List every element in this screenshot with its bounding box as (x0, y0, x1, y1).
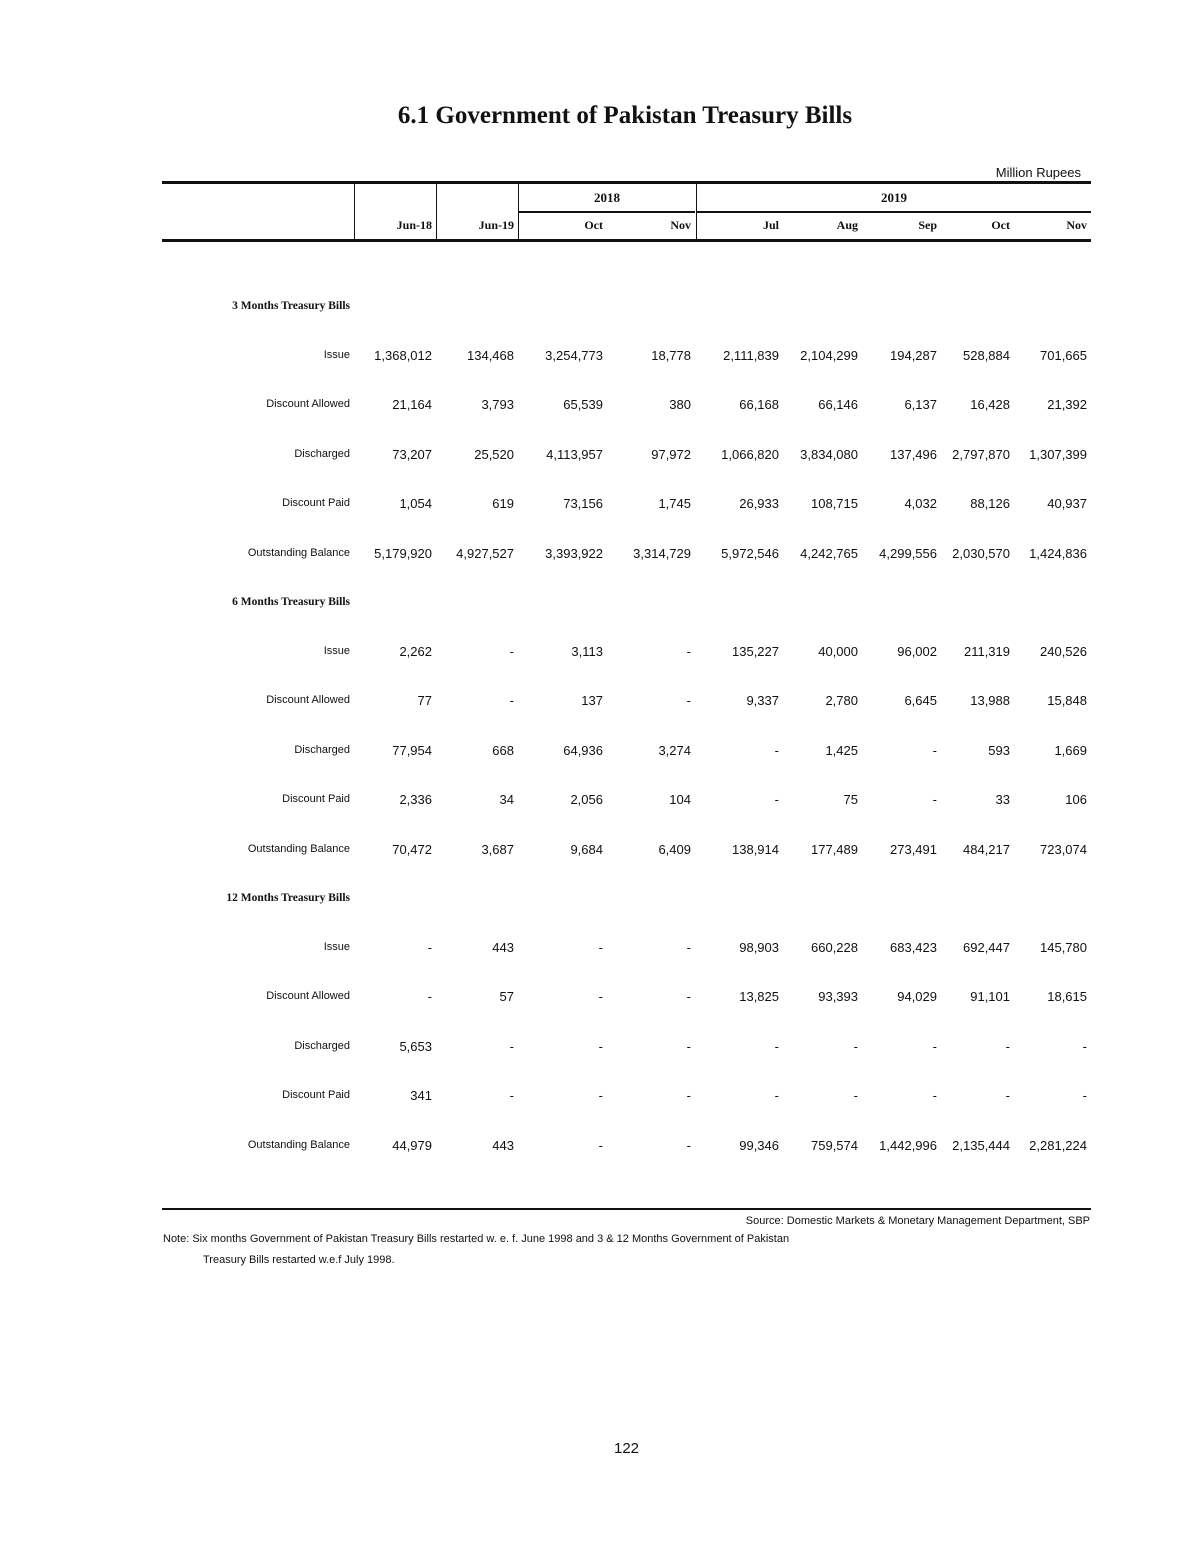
table-cell: - (427, 989, 432, 1005)
row-label: Discharged (294, 1039, 350, 1052)
table-cell: - (598, 989, 603, 1005)
table-cell: - (686, 1137, 691, 1153)
table-cell: 88,126 (970, 496, 1010, 512)
table-cell: 96,002 (897, 644, 937, 659)
table-cell: - (509, 1088, 514, 1104)
row-label: Issue (323, 349, 350, 361)
table-cell: - (853, 1038, 858, 1054)
table-cell: 138,914 (732, 841, 779, 857)
table-cell: 75 (843, 792, 858, 808)
table-cell: 1,307,399 (1029, 446, 1087, 462)
year-2018-header: 2018 (594, 190, 620, 205)
section-title: 3 Months Treasury Bills (232, 300, 350, 312)
table-cell: - (774, 742, 779, 758)
table-cell: - (686, 989, 691, 1005)
table-cell: - (598, 1038, 603, 1054)
table-cell: 1,745 (658, 496, 691, 512)
table-cell: 2,797,870 (952, 446, 1010, 462)
table-cell: 3,274 (658, 742, 691, 758)
table-cell: 6,409 (658, 841, 691, 857)
table-cell: - (932, 742, 937, 758)
row-label: Outstanding Balance (247, 842, 350, 855)
table-cell: 16,428 (970, 397, 1010, 413)
section-title: 6 Months Treasury Bills (232, 596, 350, 608)
year-2019-header: 2019 (881, 190, 907, 205)
source-note: Source: Domestic Markets & Monetary Management Department, SBP (745, 1215, 1090, 1227)
row-label: Discharged (294, 743, 350, 756)
table-cell: - (932, 1038, 937, 1054)
table-cell: - (598, 1088, 603, 1104)
table-cell: 5,972,546 (721, 545, 779, 561)
table-cell: 98,903 (739, 940, 779, 955)
table-cell: 3,793 (481, 397, 514, 413)
year-2018-underline (519, 211, 695, 213)
table-cell: 380 (669, 397, 691, 413)
table-cell: 77 (417, 693, 432, 709)
table-cell: 683,423 (890, 940, 937, 955)
table-cell: 3,254,773 (545, 348, 603, 363)
table-cell: 660,228 (811, 940, 858, 955)
unit-label: Million Rupees (995, 165, 1081, 180)
table-cell: 64,936 (563, 742, 603, 758)
footnote (163, 1229, 789, 1271)
footnote-line-2: Treasury Bills restarted w.e.f July 1998. (203, 1254, 395, 1266)
table-cell: 77,954 (392, 742, 432, 758)
table-cell: 2,262 (399, 644, 432, 659)
table-cell: 3,834,080 (800, 446, 858, 462)
table-cell: 21,392 (1047, 397, 1087, 413)
table-cell: 2,336 (399, 792, 432, 808)
table-cell: - (598, 940, 603, 955)
table-cell: 619 (492, 496, 514, 512)
footnote-line-1: Note: Six months Government of Pakistan Treasury Bills restarted w. e. f. June 1998 and 3 & 12 Months Government of Pakistan (163, 1233, 790, 1245)
table-cell: 5,179,920 (374, 545, 432, 561)
month-header: Sep (918, 218, 937, 232)
table-cell: 73,207 (392, 446, 432, 462)
month-header: Aug (836, 218, 858, 232)
table-cell: 2,135,444 (952, 1137, 1010, 1153)
table-cell: - (509, 693, 514, 709)
table-cell: 3,393,922 (545, 545, 603, 561)
month-header: Oct (584, 218, 603, 232)
table-cell: 134,468 (467, 348, 514, 363)
table-cell: 4,113,957 (546, 446, 603, 462)
table-cell: 3,113 (571, 644, 603, 659)
table-cell: 2,104,299 (800, 348, 858, 363)
table-cell: 1,669 (1054, 742, 1087, 758)
table-cell: - (686, 1088, 691, 1104)
table-cell: 137 (581, 693, 603, 709)
table-cell: 70,472 (392, 841, 432, 857)
row-label: Discount Paid (282, 793, 350, 806)
table-cell: 40,937 (1047, 496, 1087, 512)
table-cell: 2,111,839 (723, 348, 779, 363)
table-cell: 341 (410, 1088, 432, 1104)
table-cell: 21,164 (392, 397, 432, 413)
table-cell: 94,029 (897, 989, 937, 1005)
row-label: Discount Allowed (266, 694, 350, 707)
table-cell: 1,425 (825, 742, 858, 758)
table-cell: 1,054 (399, 496, 432, 512)
table-cell: 4,032 (904, 496, 937, 512)
table-cell: - (686, 940, 691, 955)
table-cell: 65,539 (563, 397, 603, 413)
table-cell: 108,715 (811, 496, 858, 512)
table-cell: - (932, 792, 937, 808)
table-cell: 1,368,012 (374, 348, 432, 363)
table-cell: 2,056 (570, 792, 603, 808)
table-cell: - (427, 940, 432, 955)
row-label: Discharged (294, 447, 350, 460)
table-cell: 26,933 (739, 496, 779, 512)
month-header: Jun-19 (478, 218, 514, 232)
table-cell: 145,780 (1040, 940, 1087, 955)
table-cell: 593 (988, 742, 1010, 758)
table-cell: 692,447 (963, 940, 1010, 955)
table-cell: - (1005, 1088, 1010, 1104)
table-cell: 2,030,570 (952, 545, 1010, 561)
table-cell: - (686, 1038, 691, 1054)
table-cell: 99,346 (739, 1137, 779, 1153)
table-cell: - (509, 1038, 514, 1054)
table-cell: - (1005, 1038, 1010, 1054)
table-cell: - (774, 792, 779, 808)
table-cell: - (1082, 1038, 1087, 1054)
table-cell: 9,684 (570, 841, 603, 857)
month-header: Jul (762, 218, 779, 232)
row-label: Outstanding Balance (247, 1138, 350, 1151)
table-cell: 3,687 (481, 841, 514, 857)
table-cell: 33 (995, 792, 1010, 808)
table-cell: 18,615 (1047, 989, 1087, 1005)
table-cell: 528,884 (963, 348, 1010, 363)
table-cell: - (598, 1137, 603, 1153)
month-header: Jun-18 (396, 218, 432, 232)
table-cell: 135,227 (732, 644, 779, 659)
table-cell: 6,645 (904, 693, 937, 709)
table-cell: 6,137 (904, 397, 937, 413)
table-cell: 5,653 (399, 1038, 432, 1054)
table-cell: 484,217 (963, 841, 1010, 857)
month-header: Nov (670, 218, 691, 232)
table-cell: 240,526 (1040, 644, 1087, 659)
section-title: 12 Months Treasury Bills (226, 892, 350, 904)
table-cell: 4,299,556 (879, 545, 937, 561)
table-cell: 4,927,527 (456, 545, 514, 561)
row-label: Discount Paid (282, 1089, 350, 1102)
table-cell: - (686, 644, 691, 659)
table-cell: 93,393 (818, 989, 858, 1005)
table-cell: 66,146 (818, 397, 858, 413)
row-label: Outstanding Balance (247, 546, 350, 559)
page-title: 6.1 Government of Pakistan Treasury Bills (397, 102, 853, 129)
table-cell: 443 (492, 940, 514, 955)
row-label: Discount Allowed (266, 398, 350, 411)
table-cell: 91,101 (970, 989, 1010, 1005)
table-cell: - (774, 1088, 779, 1104)
table-cell: 1,424,836 (1029, 545, 1087, 561)
table-cell: 104 (669, 792, 691, 808)
table-cell: 1,442,996 (879, 1137, 937, 1153)
table-cell: 9,337 (746, 693, 779, 709)
month-header: Oct (991, 218, 1010, 232)
row-label: Issue (323, 941, 350, 953)
table-cell: 73,156 (563, 496, 603, 512)
table-cell: 40,000 (818, 644, 858, 659)
table-cell: 137,496 (890, 446, 937, 462)
table-cell: 25,520 (474, 446, 514, 462)
table-cell: 194,287 (890, 348, 937, 363)
table-cell: - (1082, 1088, 1087, 1104)
table-cell: 15,848 (1047, 693, 1087, 709)
table-cell: - (774, 1038, 779, 1054)
row-label: Issue (323, 645, 350, 657)
table-cell: 4,242,765 (800, 545, 858, 561)
table-cell: 34 (499, 792, 514, 808)
table-cell: - (853, 1088, 858, 1104)
footer-rule (162, 1208, 1091, 1210)
table-cell: 2,281,224 (1029, 1137, 1087, 1153)
table-cell: 106 (1065, 792, 1087, 808)
table-cell: 1,066,820 (721, 446, 779, 462)
table-cell: 57 (499, 989, 514, 1005)
year-2019-underline (697, 211, 1091, 213)
table-cell: 668 (492, 742, 514, 758)
table-cell: 177,489 (811, 841, 858, 857)
table-cell: 3,314,729 (633, 545, 691, 561)
table-cell: 2,780 (825, 693, 858, 709)
row-label: Discount Paid (282, 497, 350, 510)
header-top-rule (162, 181, 1091, 184)
table-cell: 44,979 (392, 1137, 432, 1153)
table-cell: 18,778 (651, 348, 691, 363)
table-cell: 13,988 (970, 693, 1010, 709)
header-bottom-rule (162, 239, 1091, 242)
table-cell: - (932, 1088, 937, 1104)
table-cell: - (509, 644, 514, 659)
table-cell: 443 (492, 1137, 514, 1153)
table-cell: 273,491 (890, 841, 937, 857)
table-cell: 723,074 (1040, 841, 1087, 857)
table-cell: 701,665 (1040, 348, 1087, 363)
table-cell: 759,574 (811, 1137, 858, 1153)
table-cell: 66,168 (739, 397, 779, 413)
table-cell: 13,825 (739, 989, 779, 1005)
month-header: Nov (1066, 218, 1087, 232)
table-cell: - (686, 693, 691, 709)
page-number: 122 (613, 1440, 640, 1457)
row-label: Discount Allowed (266, 990, 350, 1003)
table-cell: 97,972 (651, 446, 691, 462)
table-cell: 211,319 (963, 644, 1010, 659)
